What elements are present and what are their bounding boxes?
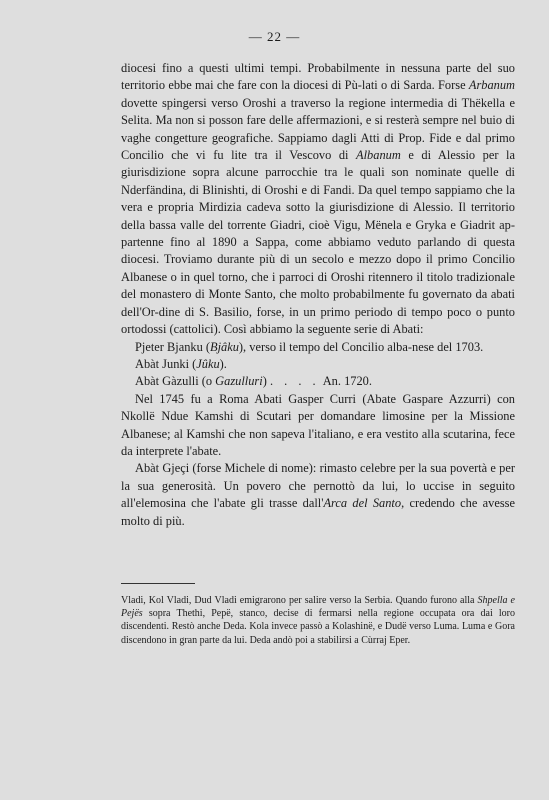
paragraph-1 bbox=[121, 60, 515, 339]
paragraph-2 bbox=[121, 339, 515, 356]
text-run: Pjeter Bjanku ( bbox=[135, 339, 211, 354]
text-run: diocesi fino a questi ultimi tempi. Probabilmente in nessuna parte del suo territorio ebbe mai che fare con la diocesi di Pù-lati o di Sarda. Forse bbox=[121, 61, 515, 93]
italic-term: Albanum bbox=[356, 148, 401, 163]
text-run: Abàt Gàzulli (o bbox=[135, 374, 216, 389]
italic-term: Arca del Santo bbox=[323, 496, 402, 511]
page-number: — 22 — bbox=[248, 29, 301, 44]
footnote-divider bbox=[121, 583, 195, 584]
text-run: , credendo che avesse molto di più. bbox=[121, 496, 515, 528]
paragraph-4 bbox=[121, 373, 515, 390]
italic-term: Jûku bbox=[196, 356, 220, 371]
italic-term: Arbanum bbox=[468, 78, 515, 93]
text-run: sopra Thethi, Pepë, stanco, decise di fermarsi nella regione occupata ora dai loro discendenti. Restò anche Deda. Kola invece passò a Kolashinë, e Dudë verso Luma. Luma e Gora discendono in gran parte da lui. Deda andò poi a stabilirsi a Cùrraj Eper. bbox=[121, 608, 515, 646]
text-run: e di Alessio per la giurisdizione sopra alcune parrocchie tra le quali son nominate quelle di Nderfändina, di Blinishti, di Oroshi e di Fandi. Da quel tempo sappiamo che la vera e propria Mirdizia cadeva sotto la giurisdizione di Alessio. Il territorio della bassa valle del torrente Giadri, cioè Vigu, Mënela e Gryka e Giadrit ap-partenne fino al 1890 a Sappa, come abbiamo veduto parlando di questa diocesi. Troviamo durante più di un secolo e mezzo dopo il primo Concilio Albanese o in quel torno, che i parroci di Oroshi ritennero il titolo tradizionale del monastero di Monte Santo, che molto probabilmente fu governato da abati dell'Or-dine di S. Basilio, forse, in un primo periodo di tempo poco o punto ortodossi (cattolici). Così abbiamo la seguente serie di Abati: bbox=[121, 148, 515, 337]
paragraph-5: Nel 1745 fu a Roma Abati Gasper Curri (Abate Gaspare Azzurri) con Nkollë Ndue Kamshi di Scutari per domandare limosine per la Missione Albanese; al Kamshi che non sapeva l'italiano, e era vestito alla scutarina, fece da interprete l'abate. bbox=[121, 391, 515, 458]
text-run: ). bbox=[219, 356, 227, 371]
text-run: ) bbox=[262, 374, 267, 389]
main-text bbox=[121, 60, 515, 530]
dot-leader: . . . . bbox=[269, 374, 320, 389]
year-text: An. 1720. bbox=[322, 374, 372, 389]
italic-term: Bjâku bbox=[210, 339, 239, 354]
text-run: Vladi, Kol Vladi, Dud Vladi emigrarono per salire verso la Serbia. Quando furono alla bbox=[121, 595, 478, 606]
text-run: dovette spingersi verso Oroshi a traverso la regione intermedia di Thëkella e Selita. Ma non si posson fare delle affermazioni, e si resterà sempre nel buio di vaghe congetture geografiche. Sappiamo dagli Atti di Prop. Fide e dal primo Concilio che vi fu lite tra il Vescovo di bbox=[121, 95, 515, 163]
paragraph-6 bbox=[121, 460, 515, 530]
text-run: ), verso il tempo del Concilio alba-nese del 1703. bbox=[238, 339, 484, 354]
italic-term: Gazulluri bbox=[215, 374, 263, 389]
text-run: Abàt Gjeçi (forse Michele di nome): rimasto celebre per la sua povertà e per la sua generosità. Un povero che pernottò da lui, lo uccise in seguito all'elemosina che l'abate gli trasse dall' bbox=[121, 461, 515, 511]
paragraph-3 bbox=[121, 356, 515, 373]
italic-term: Shpella e Pejës bbox=[121, 595, 515, 620]
footnote bbox=[121, 594, 515, 647]
text-run: Abàt Junki ( bbox=[135, 356, 197, 371]
